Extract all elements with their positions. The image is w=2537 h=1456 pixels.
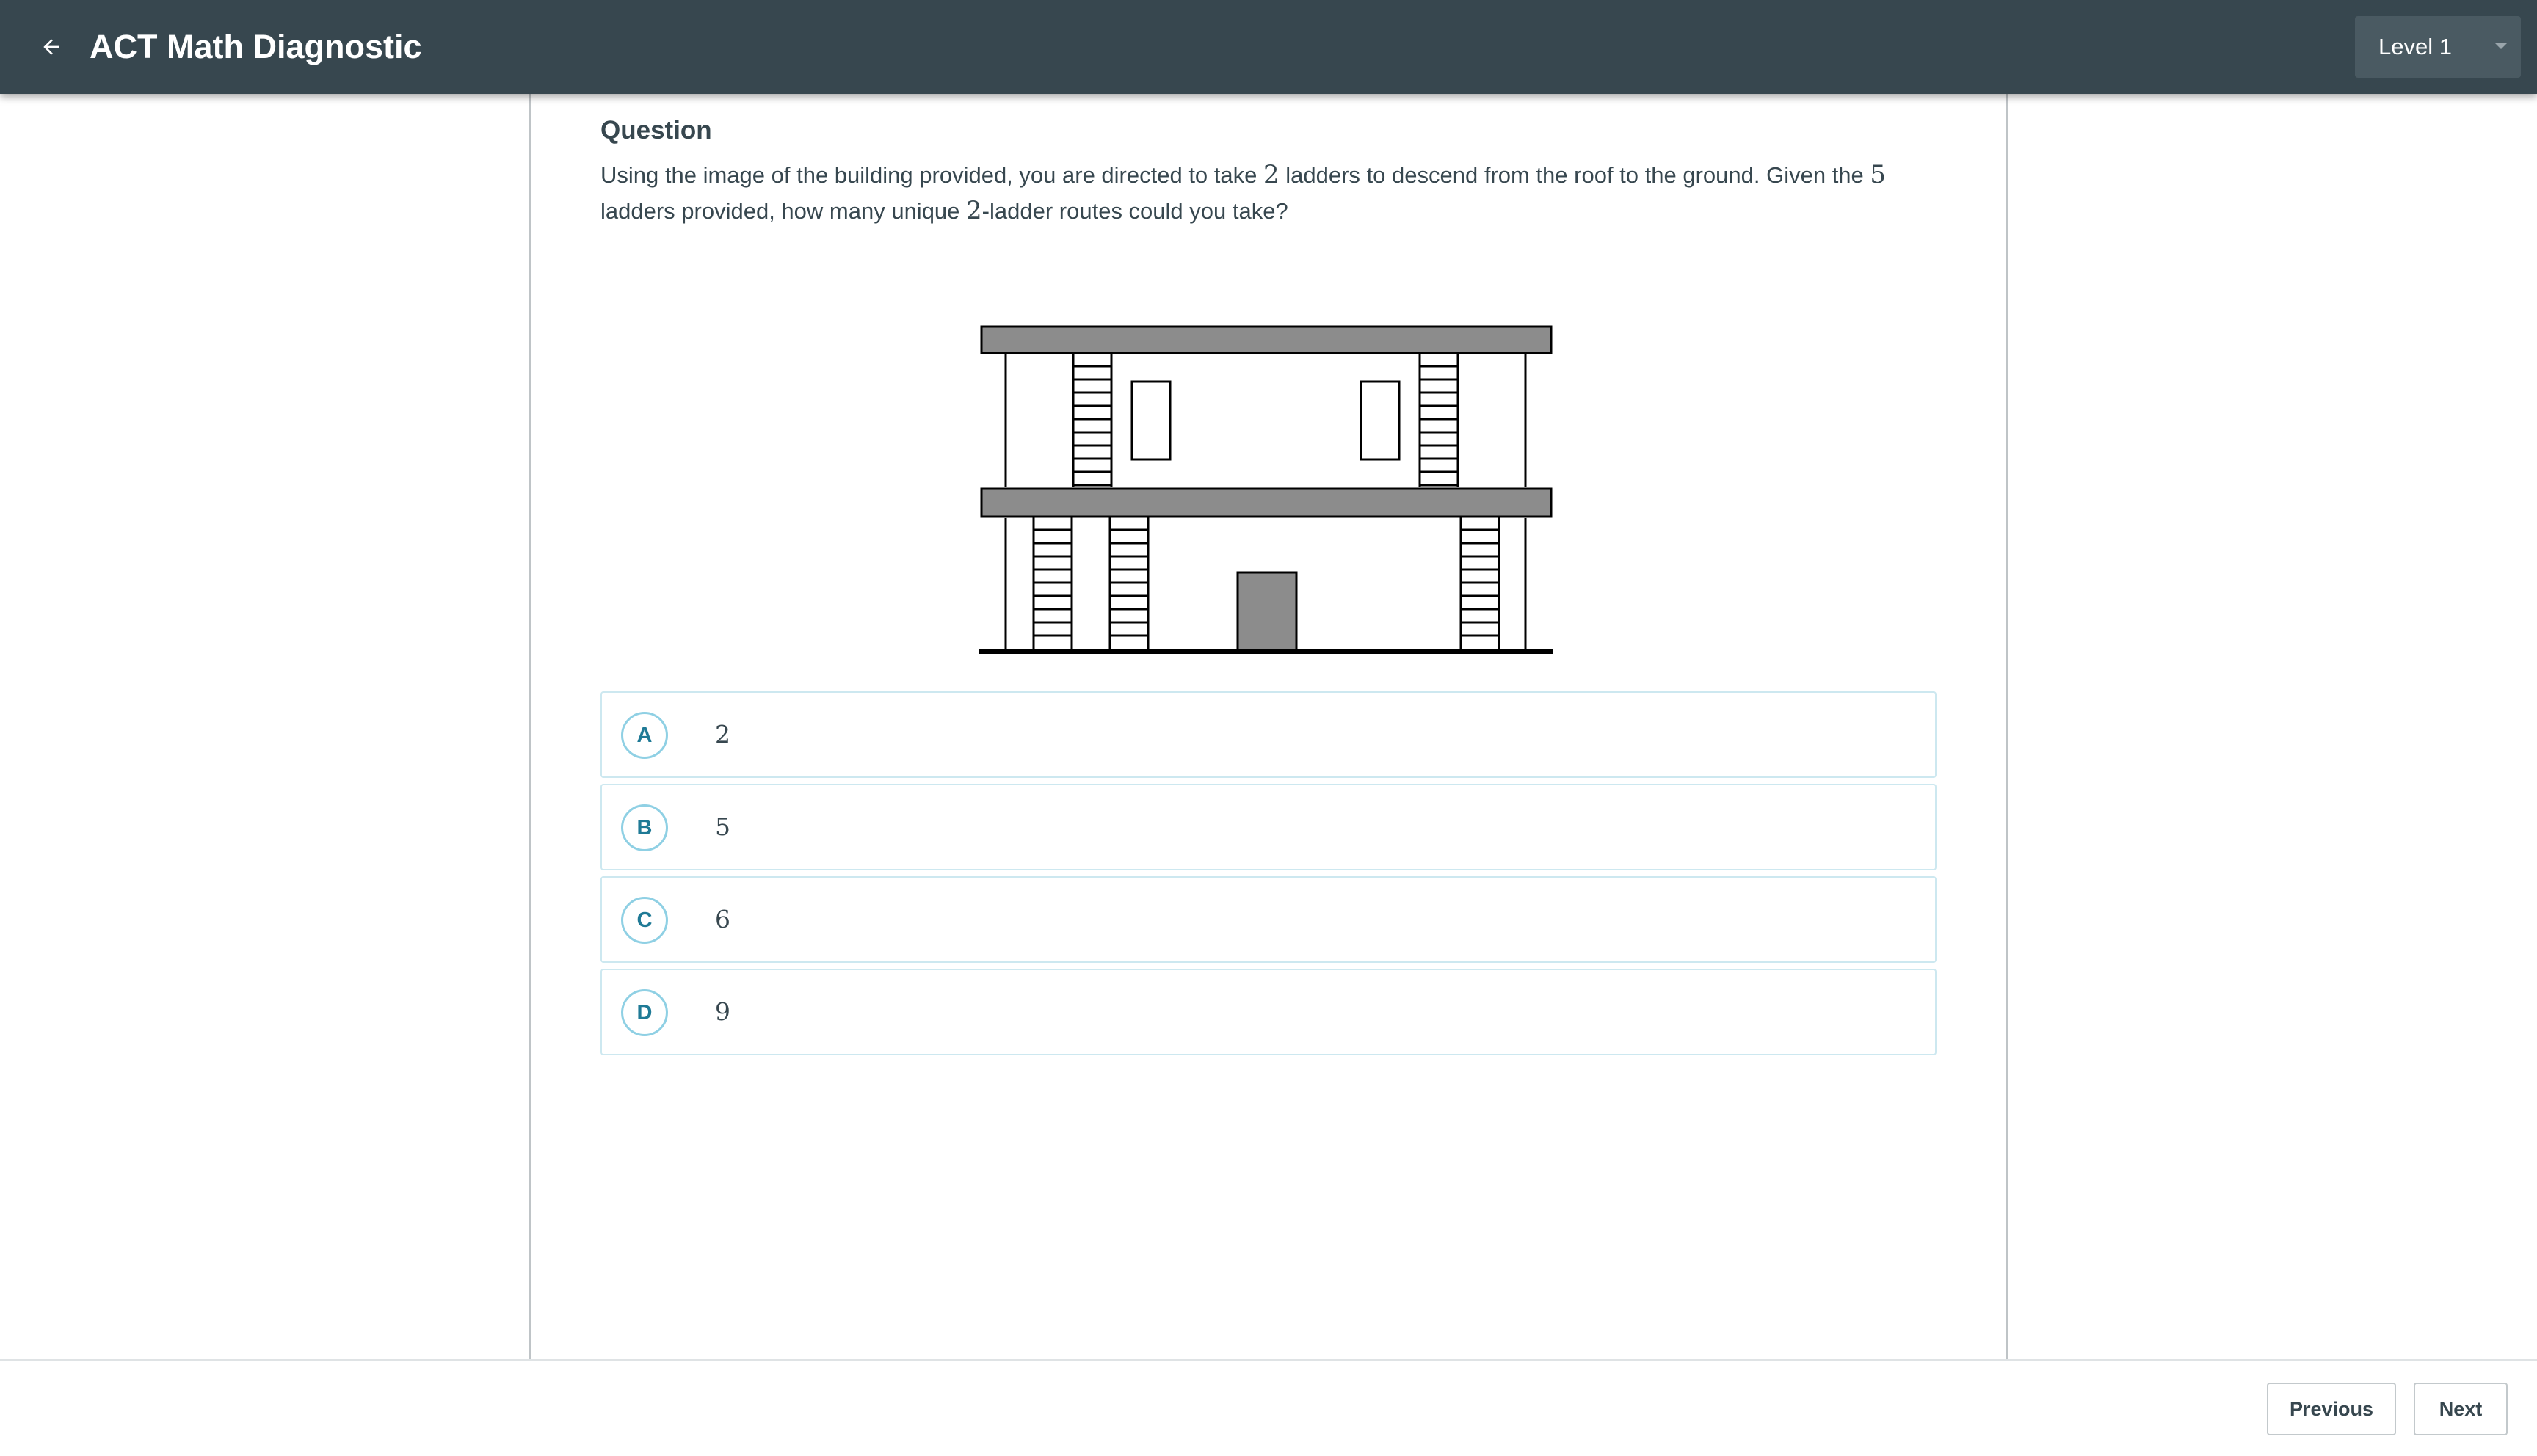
ladder	[1110, 517, 1148, 649]
question-number: 5	[1870, 160, 1887, 189]
choice-letter-badge: D	[621, 989, 668, 1036]
arrow-left-icon	[40, 35, 63, 59]
previous-button[interactable]: Previous	[2267, 1383, 2396, 1435]
choice-letter-badge: A	[621, 712, 668, 759]
question-text	[600, 157, 1937, 229]
question-text-part: ladders to descend from the roof to the ground. Given the	[1279, 162, 1870, 188]
ground-line	[979, 649, 1553, 654]
ladder	[1073, 353, 1111, 487]
question-text-part: -ladder routes could you take?	[981, 198, 1288, 224]
app-header	[0, 0, 2537, 94]
answer-choice-c[interactable]	[600, 876, 1937, 963]
building-figure	[979, 324, 1553, 658]
choice-value: 6	[715, 905, 730, 933]
page-title: ACT Math Diagnostic	[90, 28, 422, 65]
door	[1238, 572, 1296, 650]
next-button[interactable]: Next	[2414, 1383, 2508, 1435]
ladder	[1461, 517, 1499, 649]
window	[1132, 382, 1170, 459]
choice-value: 9	[715, 997, 730, 1026]
question-number: 2	[1263, 160, 1280, 189]
floor-slab	[981, 489, 1551, 517]
answer-choice-b[interactable]	[600, 784, 1937, 870]
level-dropdown[interactable]	[2355, 16, 2521, 78]
answer-choice-a[interactable]	[600, 691, 1937, 778]
question-heading: Question	[600, 116, 712, 145]
choice-value: 2	[715, 720, 730, 749]
caret-down-icon	[2494, 43, 2508, 49]
ladder	[1420, 353, 1458, 487]
window	[1361, 382, 1399, 459]
back-button[interactable]	[29, 25, 73, 69]
question-text-part: ladders provided, how many unique	[600, 198, 967, 224]
roof-slab	[981, 327, 1551, 353]
choice-letter-badge: B	[621, 804, 668, 851]
question-text-part: Using the image of the building provided, you are directed to take	[600, 162, 1263, 188]
choice-value: 5	[715, 812, 730, 841]
ladder	[1034, 517, 1072, 649]
level-dropdown-value: Level 1	[2378, 34, 2452, 59]
answer-choice-d[interactable]	[600, 969, 1937, 1055]
question-number: 2	[966, 196, 982, 225]
choice-letter-badge: C	[621, 897, 668, 944]
footer-bar	[0, 1359, 2537, 1456]
